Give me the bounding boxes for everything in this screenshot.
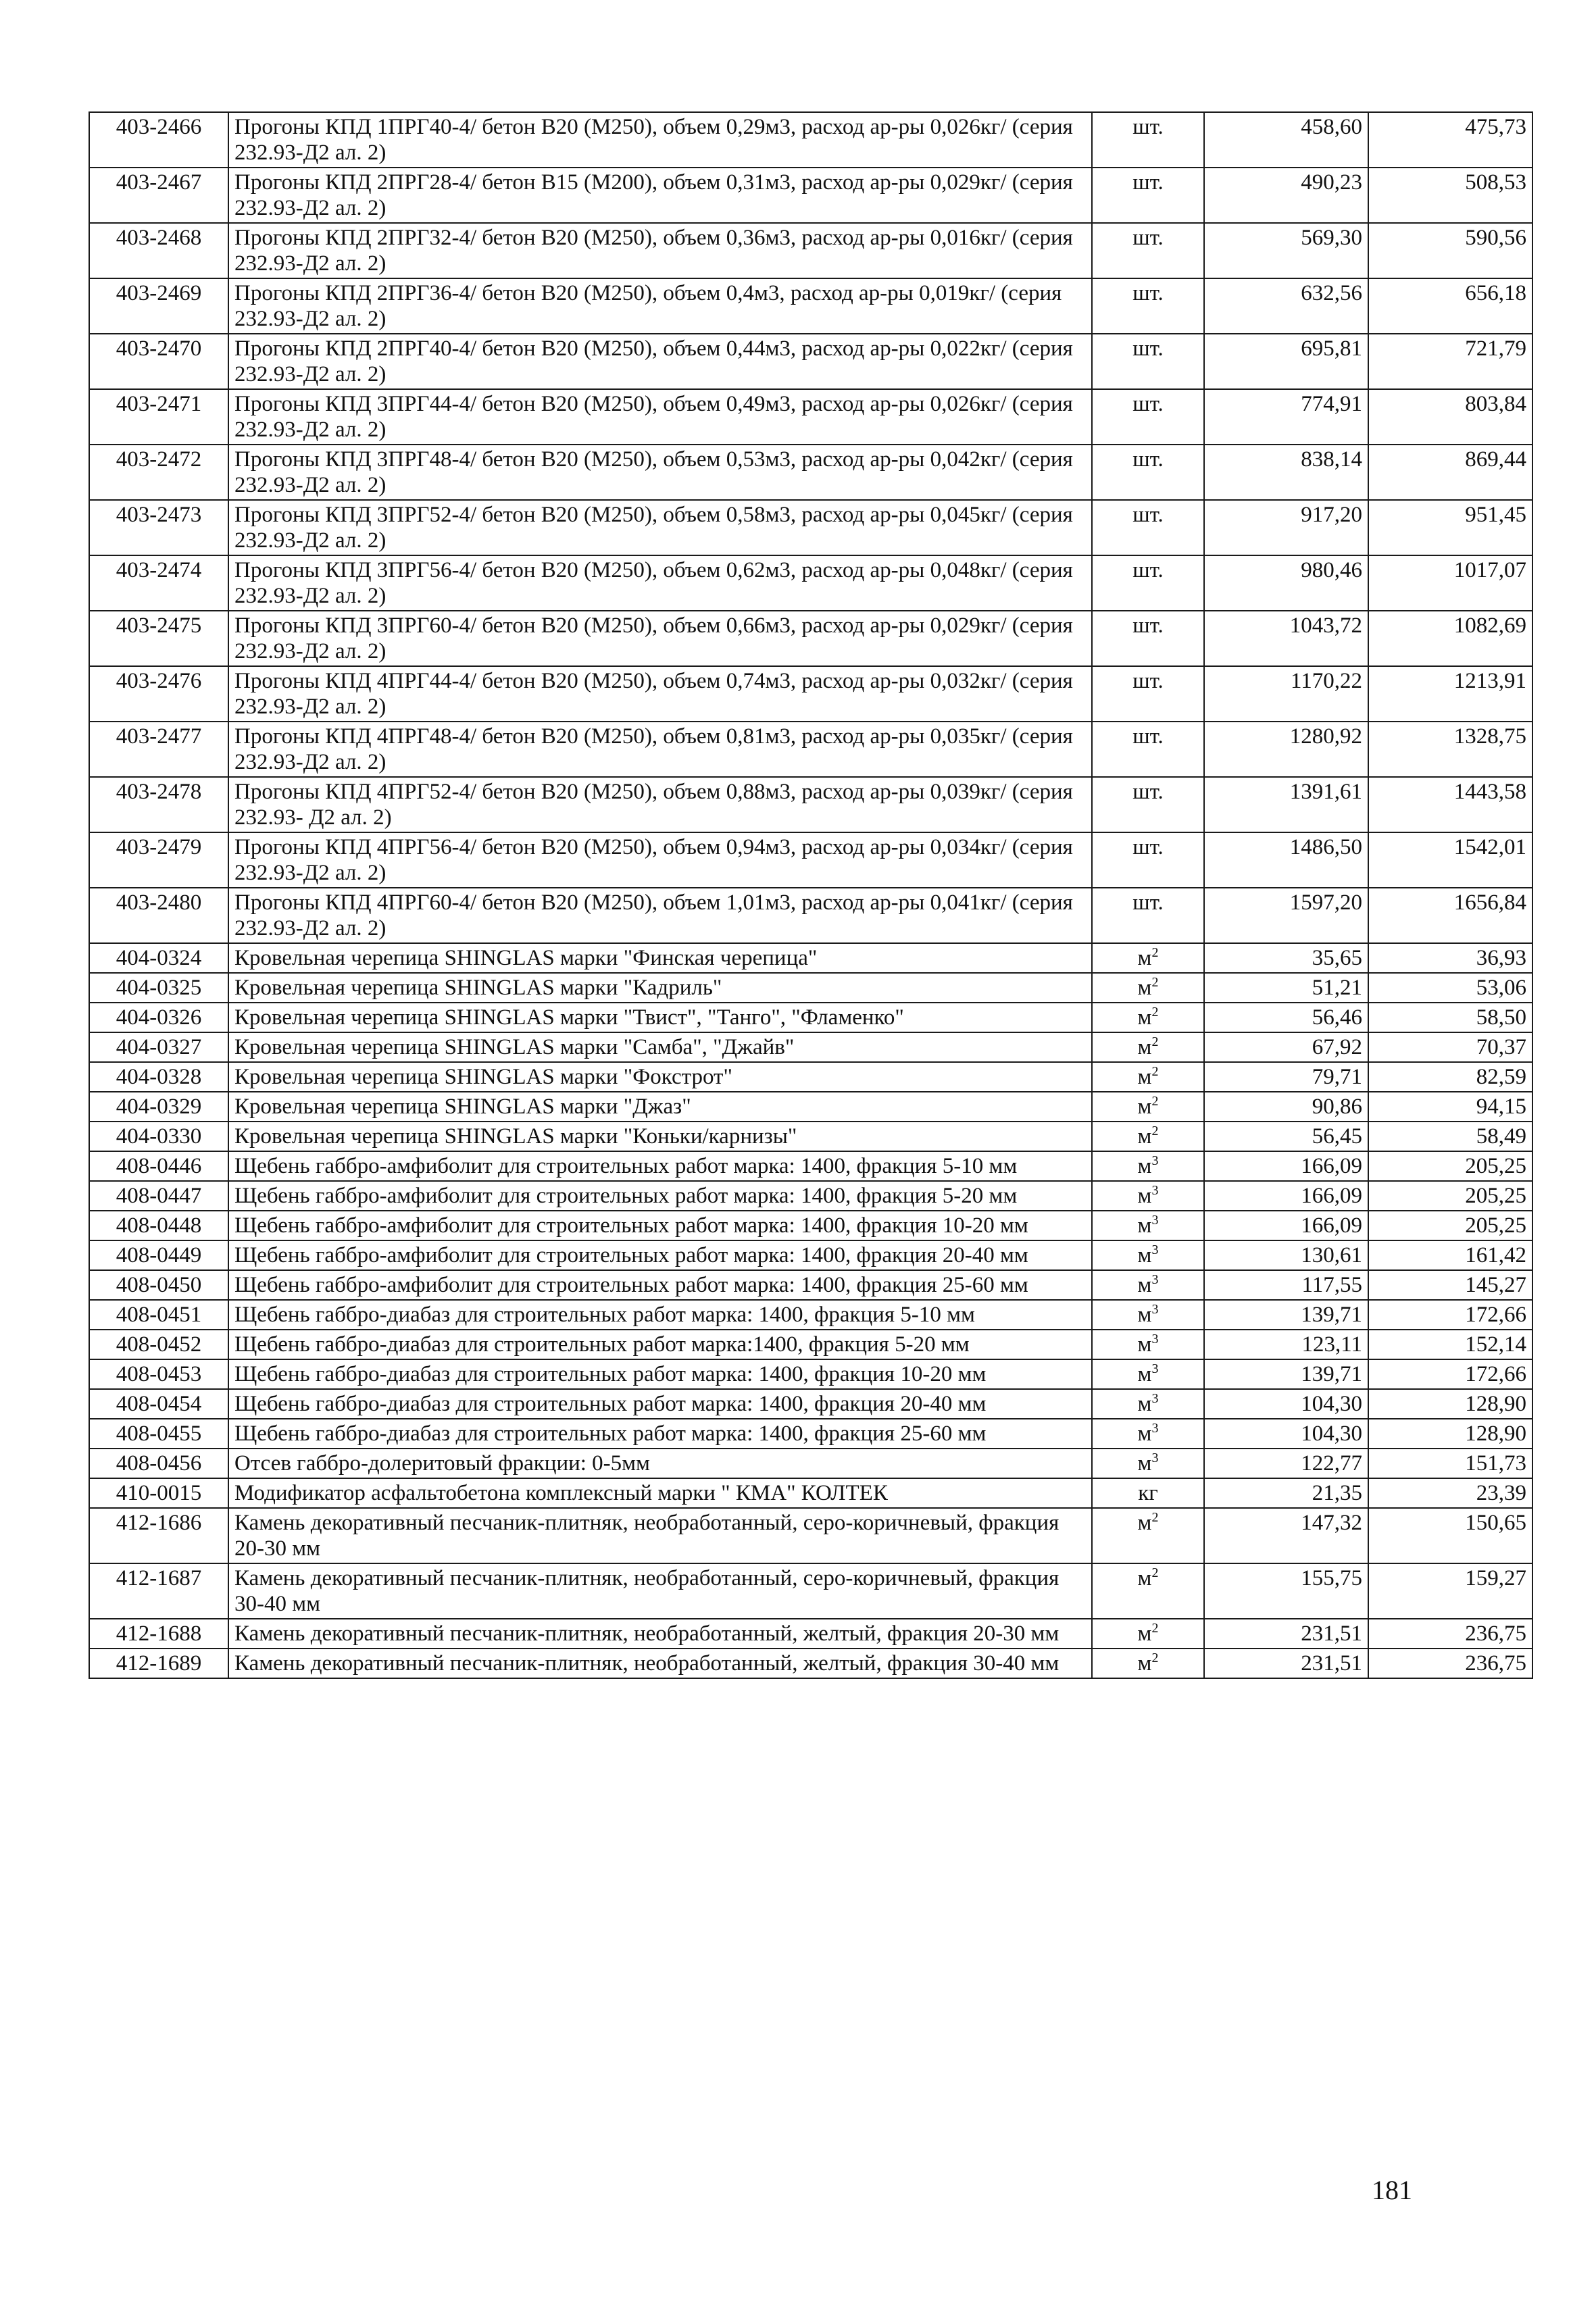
price-2: 82,59: [1368, 1062, 1532, 1092]
price-1: 117,55: [1204, 1270, 1368, 1300]
item-unit: [1092, 666, 1204, 722]
price-1: 166,09: [1204, 1151, 1368, 1181]
item-unit: [1092, 1211, 1204, 1240]
item-code: 408-0446: [89, 1151, 228, 1181]
table-row: [89, 1122, 1532, 1151]
unit-label: м: [1137, 1243, 1152, 1267]
item-code: 408-0456: [89, 1449, 228, 1478]
price-2: 656,18: [1368, 278, 1532, 334]
item-unit: [1092, 223, 1204, 278]
unit-label: шт.: [1132, 835, 1164, 859]
table-row: [89, 1449, 1532, 1478]
item-unit: [1092, 722, 1204, 777]
item-code: 408-0449: [89, 1240, 228, 1270]
item-name: Щебень габбро-диабаз для строительных работ марка: 1400, фракция 25-60 мм: [228, 1419, 1092, 1449]
price-2: 951,45: [1368, 500, 1532, 555]
item-unit: [1092, 555, 1204, 611]
item-name: Прогоны КПД 2ПРГ32-4/ бетон В20 (М250), объем 0,36м3, расход ар-ры 0,016кг/ (серия 232.93-Д2 ал. 2): [228, 223, 1092, 278]
table-row: [89, 1330, 1532, 1359]
price-1: 67,92: [1204, 1032, 1368, 1062]
item-name: Кровельная черепица SHINGLAS марки "Фокстрот": [228, 1062, 1092, 1092]
price-2: 145,27: [1368, 1270, 1532, 1300]
price-1: 490,23: [1204, 168, 1368, 223]
item-name: Прогоны КПД 3ПРГ44-4/ бетон В20 (М250), объем 0,49м3, расход ар-ры 0,026кг/ (серия 232.93-Д2 ал. 2): [228, 389, 1092, 445]
item-name: Отсев габбро-долеритовый фракции: 0-5мм: [228, 1449, 1092, 1478]
table-row: [89, 389, 1532, 445]
item-code: 408-0454: [89, 1389, 228, 1419]
item-code: 403-2473: [89, 500, 228, 555]
item-unit: [1092, 1649, 1204, 1678]
table-row: [89, 1181, 1532, 1211]
price-1: 774,91: [1204, 389, 1368, 445]
item-unit: [1092, 888, 1204, 943]
price-2: 159,27: [1368, 1563, 1532, 1619]
price-1: 155,75: [1204, 1563, 1368, 1619]
price-1: 139,71: [1204, 1300, 1368, 1330]
unit-exponent: 2: [1151, 1124, 1159, 1138]
item-code: 408-0452: [89, 1330, 228, 1359]
table-row: [89, 777, 1532, 832]
table-row: [89, 1003, 1532, 1032]
item-unit: [1092, 1508, 1204, 1563]
unit-exponent: 3: [1151, 1302, 1159, 1317]
unit-exponent: 3: [1151, 1361, 1159, 1376]
table-row: [89, 1092, 1532, 1122]
unit-exponent: 2: [1151, 1621, 1159, 1636]
price-table: [89, 111, 1533, 1679]
item-code: 403-2472: [89, 445, 228, 500]
unit-label: шт.: [1132, 890, 1164, 915]
item-code: 403-2471: [89, 389, 228, 445]
unit-label: м: [1137, 1273, 1152, 1297]
price-2: 205,25: [1368, 1151, 1532, 1181]
unit-label: м: [1137, 1213, 1152, 1238]
price-1: 123,11: [1204, 1330, 1368, 1359]
item-name: Щебень габбро-амфиболит для строительных работ марка: 1400, фракция 5-10 мм: [228, 1151, 1092, 1181]
item-name: Прогоны КПД 2ПРГ28-4/ бетон В15 (М200), объем 0,31м3, расход ар-ры 0,029кг/ (серия 232.93-Д2 ал. 2): [228, 168, 1092, 223]
price-2: 58,50: [1368, 1003, 1532, 1032]
price-2: 205,25: [1368, 1211, 1532, 1240]
table-row: [89, 888, 1532, 943]
price-2: 172,66: [1368, 1359, 1532, 1389]
price-2: 150,65: [1368, 1508, 1532, 1563]
unit-exponent: 2: [1151, 1094, 1159, 1109]
price-1: 569,30: [1204, 223, 1368, 278]
item-code: 410-0015: [89, 1478, 228, 1508]
item-name: Кровельная черепица SHINGLAS марки "Коньки/карнизы": [228, 1122, 1092, 1151]
item-name: Прогоны КПД 4ПРГ44-4/ бетон В20 (М250), объем 0,74м3, расход ар-ры 0,032кг/ (серия 232.93-Д2 ал. 2): [228, 666, 1092, 722]
item-name: Камень декоративный песчаник-плитняк, необработанный, желтый, фракция 20-30 мм: [228, 1619, 1092, 1649]
price-2: 172,66: [1368, 1300, 1532, 1330]
price-2: 508,53: [1368, 168, 1532, 223]
item-unit: [1092, 611, 1204, 666]
item-name: Камень декоративный песчаник-плитняк, необработанный, серо-коричневый, фракция 20-30 мм: [228, 1508, 1092, 1563]
price-1: 35,65: [1204, 943, 1368, 973]
item-code: 408-0453: [89, 1359, 228, 1389]
unit-label: шт.: [1132, 558, 1164, 582]
table-row: [89, 1240, 1532, 1270]
item-code: 412-1689: [89, 1649, 228, 1678]
unit-exponent: 2: [1151, 1034, 1159, 1049]
table-row: [89, 1359, 1532, 1389]
unit-label: шт.: [1132, 613, 1164, 638]
table-row: [89, 1062, 1532, 1092]
item-unit: [1092, 832, 1204, 888]
item-code: 403-2466: [89, 112, 228, 168]
unit-label: кг: [1138, 1481, 1158, 1505]
item-unit: [1092, 1151, 1204, 1181]
table-row: [89, 832, 1532, 888]
item-code: 403-2478: [89, 777, 228, 832]
item-code: 408-0451: [89, 1300, 228, 1330]
table-row: [89, 223, 1532, 278]
price-2: 23,39: [1368, 1478, 1532, 1508]
unit-exponent: 3: [1151, 1242, 1159, 1257]
unit-label: м: [1137, 1362, 1152, 1386]
price-2: 152,14: [1368, 1330, 1532, 1359]
item-name: Прогоны КПД 4ПРГ60-4/ бетон В20 (М250), объем 1,01м3, расход ар-ры 0,041кг/ (серия 232.93-Д2 ал. 2): [228, 888, 1092, 943]
item-unit: [1092, 445, 1204, 500]
unit-label: м: [1137, 1005, 1152, 1030]
price-1: 122,77: [1204, 1449, 1368, 1478]
unit-exponent: 3: [1151, 1421, 1159, 1436]
price-1: 1280,92: [1204, 722, 1368, 777]
item-name: Кровельная черепица SHINGLAS марки "Твист", "Танго", "Фламенко": [228, 1003, 1092, 1032]
item-unit: [1092, 777, 1204, 832]
price-1: 1597,20: [1204, 888, 1368, 943]
price-1: 56,46: [1204, 1003, 1368, 1032]
table-row: [89, 1478, 1532, 1508]
item-code: 404-0324: [89, 943, 228, 973]
price-1: 458,60: [1204, 112, 1368, 168]
unit-label: м: [1137, 1621, 1152, 1646]
item-code: 403-2474: [89, 555, 228, 611]
price-2: 128,90: [1368, 1419, 1532, 1449]
price-1: 104,30: [1204, 1419, 1368, 1449]
item-code: 403-2470: [89, 334, 228, 389]
table-row: [89, 445, 1532, 500]
price-2: 869,44: [1368, 445, 1532, 500]
price-2: 1017,07: [1368, 555, 1532, 611]
table-row: [89, 1270, 1532, 1300]
unit-exponent: 2: [1151, 1510, 1159, 1525]
unit-label: м: [1137, 1332, 1152, 1357]
table-row: [89, 500, 1532, 555]
item-unit: [1092, 1240, 1204, 1270]
price-1: 139,71: [1204, 1359, 1368, 1389]
price-1: 1391,61: [1204, 777, 1368, 832]
item-code: 408-0455: [89, 1419, 228, 1449]
table-row: [89, 1389, 1532, 1419]
table-row: [89, 168, 1532, 223]
unit-exponent: 3: [1151, 1451, 1159, 1465]
price-2: 1656,84: [1368, 888, 1532, 943]
item-unit: [1092, 1330, 1204, 1359]
item-code: 408-0450: [89, 1270, 228, 1300]
unit-exponent: 3: [1151, 1183, 1159, 1198]
unit-label: шт.: [1132, 281, 1164, 305]
item-unit: [1092, 1032, 1204, 1062]
price-1: 231,51: [1204, 1619, 1368, 1649]
item-unit: [1092, 1563, 1204, 1619]
unit-label: шт.: [1132, 115, 1164, 139]
unit-label: шт.: [1132, 447, 1164, 472]
unit-label: м: [1137, 1184, 1152, 1208]
price-2: 1443,58: [1368, 777, 1532, 832]
unit-label: шт.: [1132, 170, 1164, 195]
item-code: 404-0329: [89, 1092, 228, 1122]
unit-exponent: 2: [1151, 1651, 1159, 1665]
price-1: 838,14: [1204, 445, 1368, 500]
item-unit: [1092, 112, 1204, 168]
table-row: [89, 1649, 1532, 1678]
unit-label: м: [1137, 1422, 1152, 1446]
price-1: 695,81: [1204, 334, 1368, 389]
price-2: 128,90: [1368, 1389, 1532, 1419]
item-unit: [1092, 334, 1204, 389]
price-1: 90,86: [1204, 1092, 1368, 1122]
table-row: [89, 722, 1532, 777]
item-name: Прогоны КПД 3ПРГ52-4/ бетон В20 (М250), объем 0,58м3, расход ар-ры 0,045кг/ (серия 232.93-Д2 ал. 2): [228, 500, 1092, 555]
unit-label: м: [1137, 1154, 1152, 1178]
price-1: 1486,50: [1204, 832, 1368, 888]
table-row: [89, 334, 1532, 389]
item-code: 408-0447: [89, 1181, 228, 1211]
price-2: 236,75: [1368, 1649, 1532, 1678]
unit-exponent: 3: [1151, 1332, 1159, 1347]
price-2: 1213,91: [1368, 666, 1532, 722]
item-unit: [1092, 1181, 1204, 1211]
price-1: 147,32: [1204, 1508, 1368, 1563]
item-unit: [1092, 1619, 1204, 1649]
price-2: 475,73: [1368, 112, 1532, 168]
price-1: 980,46: [1204, 555, 1368, 611]
price-1: 231,51: [1204, 1649, 1368, 1678]
item-name: Щебень габбро-амфиболит для строительных работ марка: 1400, фракция 25-60 мм: [228, 1270, 1092, 1300]
unit-label: шт.: [1132, 226, 1164, 250]
item-name: Прогоны КПД 4ПРГ48-4/ бетон В20 (М250), объем 0,81м3, расход ар-ры 0,035кг/ (серия 232.93-Д2 ал. 2): [228, 722, 1092, 777]
item-code: 403-2468: [89, 223, 228, 278]
price-1: 917,20: [1204, 500, 1368, 555]
item-name: Прогоны КПД 3ПРГ60-4/ бетон В20 (М250), объем 0,66м3, расход ар-ры 0,029кг/ (серия 232.93-Д2 ал. 2): [228, 611, 1092, 666]
unit-label: м: [1137, 1303, 1152, 1327]
unit-label: шт.: [1132, 780, 1164, 804]
table-row: [89, 1419, 1532, 1449]
item-code: 412-1686: [89, 1508, 228, 1563]
item-name: Щебень габбро-диабаз для строительных работ марка:1400, фракция 5-20 мм: [228, 1330, 1092, 1359]
unit-label: шт.: [1132, 669, 1164, 693]
item-code: 412-1687: [89, 1563, 228, 1619]
item-unit: [1092, 943, 1204, 973]
table-row: [89, 943, 1532, 973]
price-2: 1082,69: [1368, 611, 1532, 666]
unit-exponent: 2: [1151, 1064, 1159, 1079]
item-unit: [1092, 1300, 1204, 1330]
price-2: 70,37: [1368, 1032, 1532, 1062]
price-1: 166,09: [1204, 1181, 1368, 1211]
price-2: 205,25: [1368, 1181, 1532, 1211]
price-2: 151,73: [1368, 1449, 1532, 1478]
item-code: 408-0448: [89, 1211, 228, 1240]
item-unit: [1092, 500, 1204, 555]
item-unit: [1092, 1122, 1204, 1151]
price-2: 236,75: [1368, 1619, 1532, 1649]
table-row: [89, 1032, 1532, 1062]
unit-label: м: [1137, 976, 1152, 1000]
item-code: 403-2476: [89, 666, 228, 722]
unit-label: м: [1137, 1124, 1152, 1149]
unit-label: шт.: [1132, 503, 1164, 527]
item-code: 403-2477: [89, 722, 228, 777]
unit-label: шт.: [1132, 392, 1164, 416]
price-2: 803,84: [1368, 389, 1532, 445]
unit-exponent: 3: [1151, 1213, 1159, 1228]
price-2: 1542,01: [1368, 832, 1532, 888]
unit-exponent: 3: [1151, 1391, 1159, 1406]
table-row: [89, 1619, 1532, 1649]
table-body: [89, 112, 1532, 1678]
item-name: Щебень габбро-диабаз для строительных работ марка: 1400, фракция 20-40 мм: [228, 1389, 1092, 1419]
unit-exponent: 3: [1151, 1272, 1159, 1287]
unit-label: шт.: [1132, 724, 1164, 749]
table-row: [89, 1211, 1532, 1240]
item-name: Щебень габбро-амфиболит для строительных работ марка: 1400, фракция 10-20 мм: [228, 1211, 1092, 1240]
price-1: 632,56: [1204, 278, 1368, 334]
item-name: Прогоны КПД 1ПРГ40-4/ бетон В20 (М250), объем 0,29м3, расход ар-ры 0,026кг/ (серия 232.93-Д2 ал. 2): [228, 112, 1092, 168]
item-unit: [1092, 1389, 1204, 1419]
price-1: 51,21: [1204, 973, 1368, 1003]
item-code: 404-0325: [89, 973, 228, 1003]
item-name: Кровельная черепица SHINGLAS марки "Джаз": [228, 1092, 1092, 1122]
item-name: Прогоны КПД 3ПРГ56-4/ бетон В20 (М250), объем 0,62м3, расход ар-ры 0,048кг/ (серия 232.93-Д2 ал. 2): [228, 555, 1092, 611]
item-name: Щебень габбро-амфиболит для строительных работ марка: 1400, фракция 5-20 мм: [228, 1181, 1092, 1211]
price-2: 161,42: [1368, 1240, 1532, 1270]
item-unit: [1092, 1062, 1204, 1092]
item-code: 403-2475: [89, 611, 228, 666]
item-unit: [1092, 278, 1204, 334]
table-row: [89, 611, 1532, 666]
unit-label: м: [1137, 1566, 1152, 1590]
unit-label: м: [1137, 1511, 1152, 1535]
table-row: [89, 1151, 1532, 1181]
unit-label: м: [1137, 1035, 1152, 1059]
item-name: Кровельная черепица SHINGLAS марки "Самба", "Джайв": [228, 1032, 1092, 1062]
item-unit: [1092, 1449, 1204, 1478]
item-name: Щебень габбро-диабаз для строительных работ марка: 1400, фракция 5-10 мм: [228, 1300, 1092, 1330]
price-2: 53,06: [1368, 973, 1532, 1003]
unit-exponent: 2: [1151, 1565, 1159, 1580]
unit-label: м: [1137, 946, 1152, 970]
price-1: 21,35: [1204, 1478, 1368, 1508]
item-name: Щебень габбро-амфиболит для строительных работ марка: 1400, фракция 20-40 мм: [228, 1240, 1092, 1270]
item-name: Прогоны КПД 4ПРГ52-4/ бетон В20 (М250), объем 0,88м3, расход ар-ры 0,039кг/ (серия 232.93- Д2 ал. 2): [228, 777, 1092, 832]
item-unit: [1092, 1092, 1204, 1122]
item-code: 403-2480: [89, 888, 228, 943]
unit-exponent: 2: [1151, 975, 1159, 990]
price-1: 130,61: [1204, 1240, 1368, 1270]
item-unit: [1092, 1478, 1204, 1508]
item-code: 404-0328: [89, 1062, 228, 1092]
item-name: Модификатор асфальтобетона комплексный марки " КМА" КОЛТЕК: [228, 1478, 1092, 1508]
item-unit: [1092, 973, 1204, 1003]
unit-label: м: [1137, 1451, 1152, 1476]
price-1: 79,71: [1204, 1062, 1368, 1092]
item-code: 412-1688: [89, 1619, 228, 1649]
item-name: Камень декоративный песчаник-плитняк, необработанный, серо-коричневый, фракция 30-40 мм: [228, 1563, 1092, 1619]
price-2: 590,56: [1368, 223, 1532, 278]
table-row: [89, 278, 1532, 334]
table-row: [89, 1563, 1532, 1619]
item-unit: [1092, 389, 1204, 445]
item-name: Прогоны КПД 3ПРГ48-4/ бетон В20 (М250), объем 0,53м3, расход ар-ры 0,042кг/ (серия 232.93-Д2 ал. 2): [228, 445, 1092, 500]
price-2: 721,79: [1368, 334, 1532, 389]
page-number: 181: [1372, 2175, 1412, 2205]
price-2: 58,49: [1368, 1122, 1532, 1151]
item-name: Кровельная черепица SHINGLAS марки "Кадриль": [228, 973, 1092, 1003]
item-unit: [1092, 1003, 1204, 1032]
table-row: [89, 973, 1532, 1003]
item-name: Камень декоративный песчаник-плитняк, необработанный, желтый, фракция 30-40 мм: [228, 1649, 1092, 1678]
price-2: 36,93: [1368, 943, 1532, 973]
price-1: 56,45: [1204, 1122, 1368, 1151]
item-name: Прогоны КПД 2ПРГ40-4/ бетон В20 (М250), объем 0,44м3, расход ар-ры 0,022кг/ (серия 232.93-Д2 ал. 2): [228, 334, 1092, 389]
table-row: [89, 555, 1532, 611]
table-row: [89, 1508, 1532, 1563]
price-2: 1328,75: [1368, 722, 1532, 777]
unit-exponent: 3: [1151, 1153, 1159, 1168]
price-1: 166,09: [1204, 1211, 1368, 1240]
unit-label: м: [1137, 1095, 1152, 1119]
price-1: 1043,72: [1204, 611, 1368, 666]
item-name: Кровельная черепица SHINGLAS марки "Финская черепица": [228, 943, 1092, 973]
price-1: 1170,22: [1204, 666, 1368, 722]
item-code: 403-2479: [89, 832, 228, 888]
table-row: [89, 112, 1532, 168]
unit-label: м: [1137, 1392, 1152, 1416]
item-code: 403-2469: [89, 278, 228, 334]
price-2: 94,15: [1368, 1092, 1532, 1122]
unit-label: м: [1137, 1651, 1152, 1676]
unit-exponent: 2: [1151, 1005, 1159, 1020]
item-code: 404-0326: [89, 1003, 228, 1032]
price-1: 104,30: [1204, 1389, 1368, 1419]
table-row: [89, 1300, 1532, 1330]
unit-exponent: 2: [1151, 945, 1159, 960]
unit-label: шт.: [1132, 336, 1164, 361]
item-name: Щебень габбро-диабаз для строительных работ марка: 1400, фракция 10-20 мм: [228, 1359, 1092, 1389]
item-unit: [1092, 168, 1204, 223]
table-row: [89, 666, 1532, 722]
item-name: Прогоны КПД 4ПРГ56-4/ бетон В20 (М250), объем 0,94м3, расход ар-ры 0,034кг/ (серия 232.93-Д2 ал. 2): [228, 832, 1092, 888]
item-name: Прогоны КПД 2ПРГ36-4/ бетон В20 (М250), объем 0,4м3, расход ар-ры 0,019кг/ (серия 232.93-Д2 ал. 2): [228, 278, 1092, 334]
item-code: 404-0330: [89, 1122, 228, 1151]
item-unit: [1092, 1270, 1204, 1300]
unit-label: м: [1137, 1065, 1152, 1089]
item-code: 404-0327: [89, 1032, 228, 1062]
item-unit: [1092, 1359, 1204, 1389]
item-unit: [1092, 1419, 1204, 1449]
item-code: 403-2467: [89, 168, 228, 223]
